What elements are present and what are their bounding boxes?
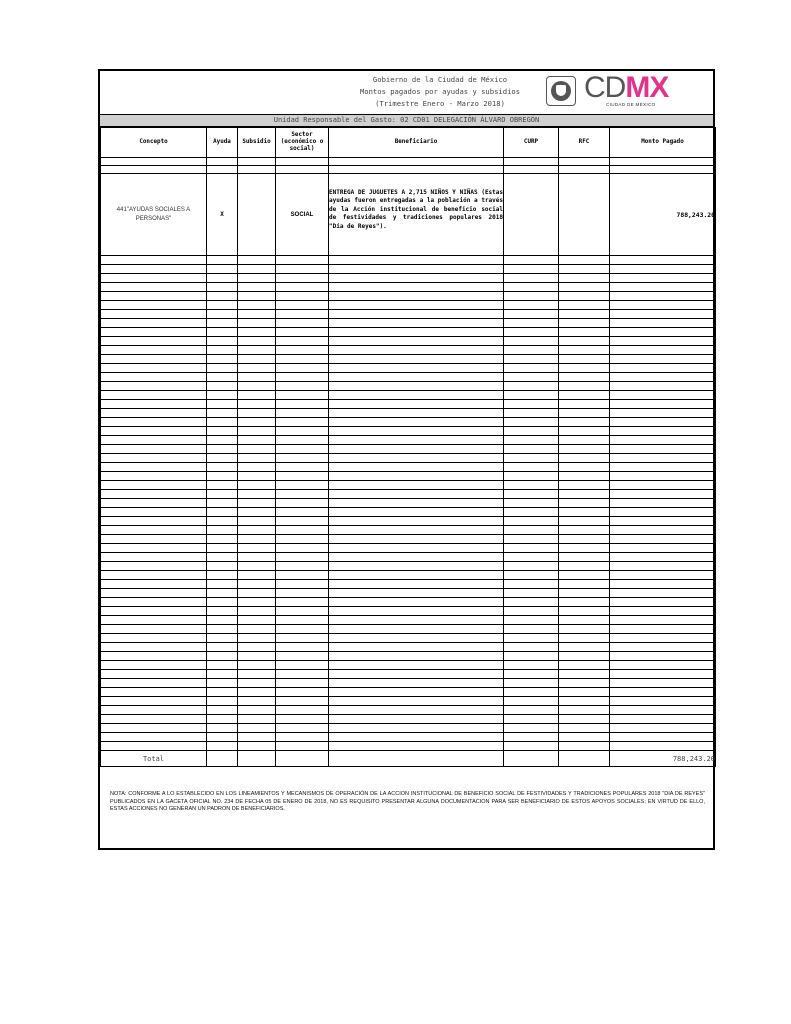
empty-row: [101, 733, 716, 742]
empty-row: [101, 598, 716, 607]
empty-row: [101, 643, 716, 652]
empty-row: [101, 481, 716, 490]
cell-curp: [504, 174, 559, 256]
empty-row: [101, 724, 716, 733]
empty-row: [101, 373, 716, 382]
government-title: Gobierno de la Ciudad de México: [372, 75, 508, 84]
empty-row: [101, 553, 716, 562]
empty-row: [101, 697, 716, 706]
empty-row: [101, 283, 716, 292]
empty-row: [101, 355, 716, 364]
empty-row: [101, 265, 716, 274]
empty-row: [101, 490, 716, 499]
empty-row: [101, 571, 716, 580]
empty-row: [101, 445, 716, 454]
column-header-ayuda: Ayuda: [207, 128, 238, 158]
empty-row: [101, 715, 716, 724]
column-header-subsidio: Subsidio: [238, 128, 276, 158]
empty-row: [101, 436, 716, 445]
empty-row: [101, 310, 716, 319]
empty-row: [101, 400, 716, 409]
empty-row: [101, 346, 716, 355]
total-label: Total: [101, 751, 207, 767]
empty-row: [101, 589, 716, 598]
empty-row: [101, 418, 716, 427]
total-amount: 788,243.20: [610, 751, 716, 767]
payments-table: [100, 127, 716, 767]
empty-row: [101, 688, 716, 697]
empty-row: [101, 337, 716, 346]
beneficiario-text: ENTREGA DE JUGUETES A 2,715 NIÑOS Y NIÑAS (Estas ayudas fueron entregadas a la población a través de la Acción institucional de beneficio social de festividades y tradiciones populares 2018 "Día de Reyes").: [329, 189, 503, 230]
column-header-monto: Monto Pagado: [610, 128, 716, 158]
empty-row: [101, 625, 716, 634]
empty-row: [101, 256, 716, 265]
empty-row: [101, 382, 716, 391]
unit-title-bar: Unidad Responsable del Gasto: 02 CD01 DELEGACIÓN ÁLVARO OBREGÓN: [100, 114, 713, 127]
empty-row: [101, 679, 716, 688]
cell-rfc: [559, 174, 610, 256]
cdmx-logo: [546, 71, 681, 111]
empty-row: [101, 274, 716, 283]
empty-row: [101, 499, 716, 508]
report-header: [100, 71, 713, 114]
empty-row: [101, 616, 716, 625]
cell-subsidio: [238, 174, 276, 256]
column-header-rfc: RFC: [559, 128, 610, 158]
empty-row: [101, 472, 716, 481]
empty-row: [101, 652, 716, 661]
spacer-row: [101, 166, 716, 174]
empty-row: [101, 535, 716, 544]
empty-row: [101, 742, 716, 751]
empty-row: [101, 517, 716, 526]
coat-of-arms-icon: [546, 76, 576, 106]
table-row: [101, 174, 716, 256]
cell-sector: SOCIAL: [276, 174, 329, 256]
empty-row: [101, 364, 716, 373]
empty-row: [101, 292, 716, 301]
footnote: NOTA: CONFORME A LO ESTABLECIDO EN LOS LINEAMIENTOS Y MECANISMOS DE OPERACIÓN DE LA ACCION INSTITUCIONAL DE BENEFICIO SOCIAL DE FESTIVIDADES Y TRADICIONES POPULARES 2018 "DIA DE REYES" PUBLICADOS EN LA GACETA OFICIAL NO. 234 DE FECHA 05 DE ENERO DE 2018, NO ES REQUISITO PRESENTAR ALGUNA DOCUMENTACION PARA SER BENEFICIARIO DE ESTOS APOYOS SOCIALES; EN VIRTUD DE ELLO, ESTAS ACCIONES NO GENERAN UN PADRON DE BENEFICIARIOS.: [110, 791, 705, 813]
cell-beneficiario: [329, 174, 504, 256]
empty-row: [101, 607, 716, 616]
empty-row: [101, 562, 716, 571]
report-frame: [98, 69, 715, 850]
empty-row: [101, 328, 716, 337]
empty-row: [101, 301, 716, 310]
empty-row: [101, 454, 716, 463]
empty-row: [101, 661, 716, 670]
empty-row: [101, 463, 716, 472]
period-title: (Trimestre Enero - Marzo 2018): [375, 99, 505, 108]
empty-row: [101, 319, 716, 328]
empty-row: [101, 544, 716, 553]
empty-row: [101, 580, 716, 589]
empty-row: [101, 634, 716, 643]
column-header-beneficiario: Beneficiario: [329, 128, 504, 158]
logo-subtitle: CIUDAD DE MÉXICO: [606, 102, 656, 107]
spacer-row: [101, 158, 716, 166]
cell-monto: 788,243.20: [610, 174, 716, 256]
empty-row: [101, 427, 716, 436]
cell-concepto: 441"AYUDAS SOCIALES A PERSONAS": [101, 174, 207, 256]
column-header-curp: CURP: [504, 128, 559, 158]
column-header-sector: Sector (económico o social): [276, 128, 329, 158]
empty-row: [101, 706, 716, 715]
empty-row: [101, 391, 716, 400]
total-row: [101, 751, 716, 767]
logo-wordmark: CDMX: [584, 71, 669, 104]
empty-row: [101, 526, 716, 535]
report-title: Montos pagados por ayudas y subsidios: [359, 87, 521, 96]
cell-ayuda: X: [207, 174, 238, 256]
empty-row: [101, 670, 716, 679]
table-header-row: [101, 128, 716, 158]
column-header-concepto: Concepto: [101, 128, 207, 158]
empty-row: [101, 508, 716, 517]
empty-row: [101, 409, 716, 418]
